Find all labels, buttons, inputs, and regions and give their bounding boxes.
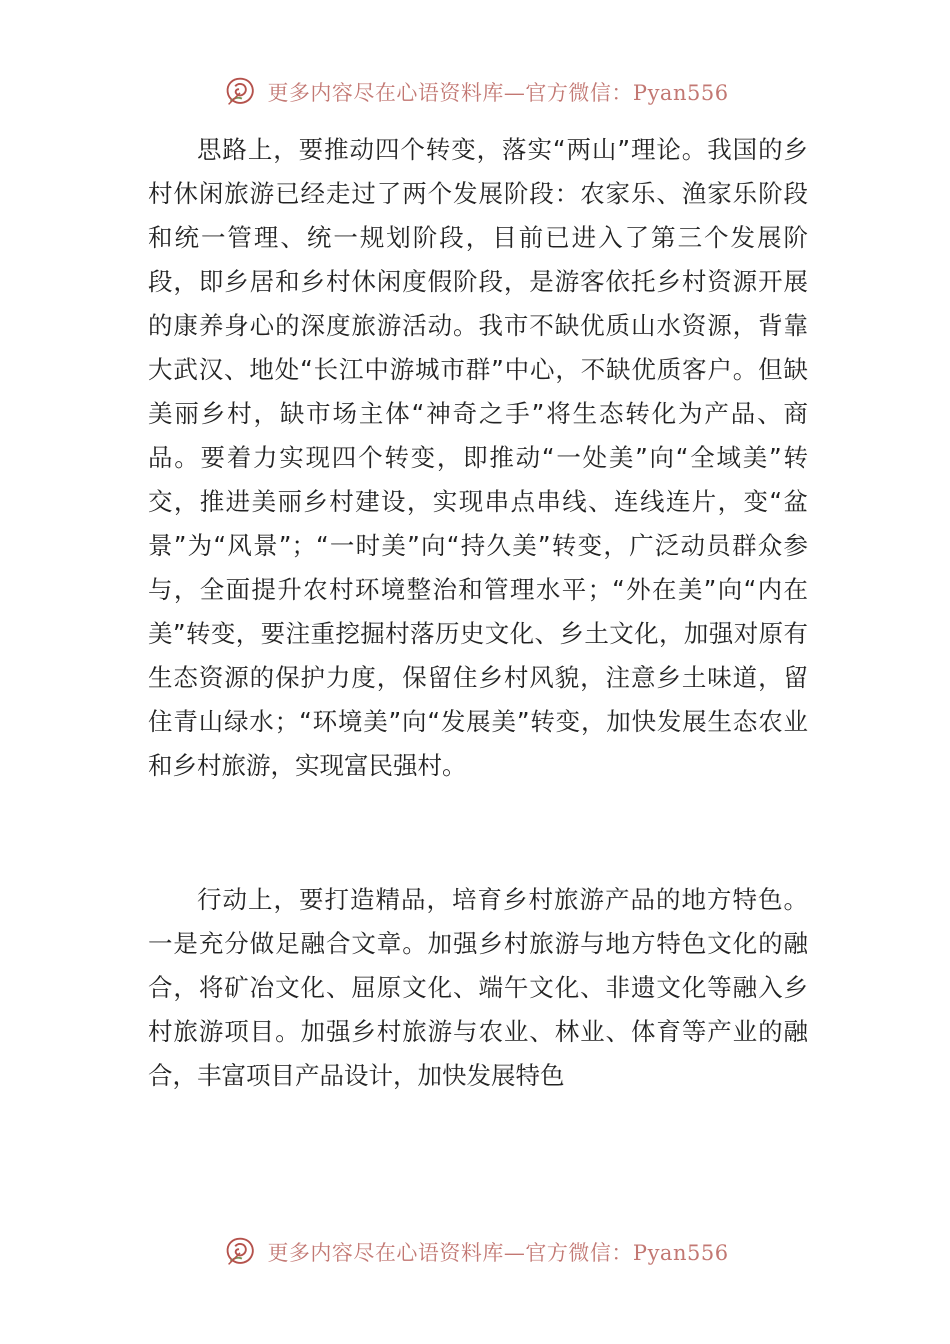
paragraph-text: 行动上，要打造精品，培育乡村旅游产品的地方特色。一是充分做足融合文章。加强乡村旅游与地方特色文化的融合，将矿冶文化、屈原文化、端午文化、非遗文化等融入乡村旅游项目。加强乡村旅游与农业、林业、体育等产业的融合，丰富项目产品设计，加快发展特色: [148, 885, 808, 1090]
paragraph-text: 思路上，要推动四个转变，落实“两山”理论。我国的乡村休闲旅游已经走过了两个发展阶段：农家乐、渔家乐阶段和统一管理、统一规划阶段，目前已进入了第三个发展阶段，即乡居和乡村休闲度假阶段，是游客依托乡村资源开展的康养身心的深度旅游活动。我市不缺优质山水资源，背靠大武汉、地处“长江中游城市群”中心，不缺优质客户。但缺美丽乡村，缺市场主体“神奇之手”将生态转化为产品、商品。要着力实现四个转变，即推动“一处美”向“全域美”转交，推进美丽乡村建设，实现串点串线、连线连片，变“盆景”为“风景”；“一时美”向“持久美”转变，广泛动员群众参与，全面提升农村环境整治和管理水平；“外在美”向“内在美”转变，要注重挖掘村落历史文化、乡土文化，加强对原有生态资源的保护力度，保留住乡村风貌，注意乡土味道，留住青山绿水；“环境美”向“发展美”转变，加快发展生态农业和乡村旅游，实现富民强村。: [148, 135, 808, 780]
header-watermark: [0, 72, 950, 112]
watermark-text: 更多内容尽在心语资料库—官方微信：Pyan556: [267, 81, 729, 105]
rose-logo-icon: [221, 73, 259, 111]
rose-logo-icon: [221, 1233, 259, 1271]
watermark-text: 更多内容尽在心语资料库—官方微信：Pyan556: [267, 1241, 729, 1265]
footer-watermark: [0, 1232, 950, 1272]
paragraph-1: [148, 128, 808, 788]
paragraph-2: [148, 878, 808, 1098]
